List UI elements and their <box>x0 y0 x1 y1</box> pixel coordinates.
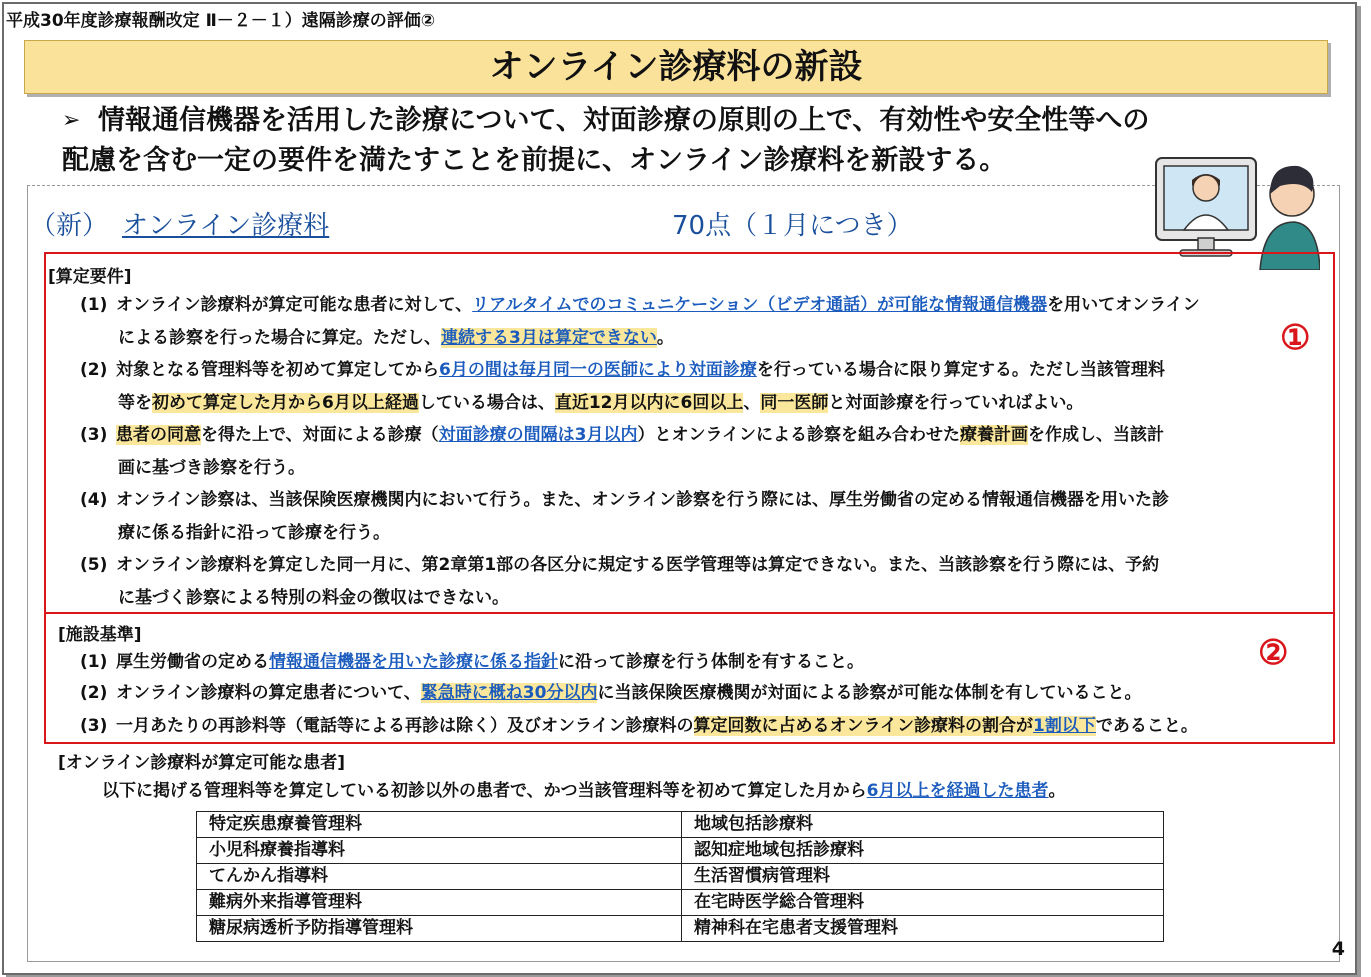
table-cell: 生活習慣病管理料 <box>682 864 1164 890</box>
link-6-months-elapsed[interactable]: 6月以上を経過した患者 <box>866 781 1049 801</box>
table-cell: てんかん指導料 <box>197 864 682 890</box>
arrow-bullet-icon: ➢ <box>62 108 81 133</box>
link-3-month-interval[interactable]: 対面診療の間隔は3月以内 <box>438 425 638 445</box>
requirement-3: (3) 患者の同意を得た上で、対面による診療（対面診療の間隔は3月以内）とオンラインによる診察を組み合わせた療養計画を作成し、当該計 画に基づき診察を行う。 <box>80 425 1164 478</box>
link-consecutive-3-months[interactable]: 連続する3月は算定できない <box>441 328 657 348</box>
page-number: 4 <box>1331 938 1345 960</box>
eligible-fees-table <box>196 811 1164 942</box>
table-row <box>197 916 1164 942</box>
table-cell: 在宅時医学総合管理料 <box>682 890 1164 916</box>
requirement-5: (5) オンライン診療料を算定した同一月に、第2章第1部の各区分に規定する医学管理等は算定できない。また、当該診察を行う際には、予約 に基づく診察による特別の料金の徴収はできない。 <box>80 555 1160 608</box>
new-prefix: （新） <box>30 211 109 241</box>
facility-standard-2: (2) オンライン診療料の算定患者について、緊急時に概ね30分以内に当該保険医療機関が対面による診察が可能な体制を有していること。 <box>80 683 1142 703</box>
table-cell: 糖尿病透析予防指導管理料 <box>197 916 682 942</box>
lead-text <box>62 101 1149 181</box>
requirement-4: (4) オンライン診察は、当該保険医療機関内において行う。また、オンライン診察を行う際には、厚生労働省の定める情報通信機器を用いた診 療に係る指針に沿って診療を行う。 <box>80 490 1169 543</box>
facility-standard-1: (1) 厚生労働省の定める情報通信機器を用いた診療に係る指針に沿って診療を行う体制を有すること。 <box>80 652 864 672</box>
lead-line-1: 情報通信機器を活用した診療について、対面診療の原則の上で、有効性や安全性等への <box>98 105 1150 136</box>
marker-2: ② <box>1258 633 1289 673</box>
requirement-1: (1) オンライン診療料が算定可能な患者に対して、リアルタイムでのコミュニケーション（ビデオ通話）が可能な情報通信機器を用いてオンライン による診察を行った場合に算定。ただし、連続する3月は算定できない。 <box>80 295 1200 348</box>
table-cell: 認知症地域包括診療料 <box>682 838 1164 864</box>
marker-1: ① <box>1280 318 1311 358</box>
facility-standard-3: (3) 一月あたりの再診料等（電話等による再診は除く）及びオンライン診療料の算定回数に占めるオンライン診療料の割合が1割以下であること。 <box>80 716 1198 736</box>
table-cell: 精神科在宅患者支援管理料 <box>682 916 1164 942</box>
table-row <box>197 864 1164 890</box>
fee-subtitle <box>30 205 913 242</box>
table-row <box>197 890 1164 916</box>
fee-name: オンライン診療料 <box>122 211 330 241</box>
link-10-percent[interactable]: 1割以下 <box>1033 716 1096 736</box>
table-cell: 特定疾患療養管理料 <box>197 812 682 838</box>
table-cell: 難病外来指導管理料 <box>197 890 682 916</box>
requirement-2: (2) 対象となる管理料等を初めて算定してから6月の間は毎月同一の医師により対面診療を行っている場合に限り算定する。ただし当該管理料 等を初めて算定した月から6月以上経過している場合は、直近12月以内に6回以上、同一医師と対面診療を行っていればよい。 <box>80 360 1165 413</box>
table-row <box>197 812 1164 838</box>
link-emergency-30-min[interactable]: 緊急時に概ね30分以内 <box>420 683 598 703</box>
eligible-patients-text: 以下に掲げる管理料等を算定している初診以外の患者で、かつ当該管理料等を初めて算定した月から6月以上を経過した患者。 <box>102 781 1066 801</box>
table-row <box>197 838 1164 864</box>
section-heading-eligible-patients: [オンライン診療料が算定可能な患者] <box>58 753 346 773</box>
section-heading-requirements: [算定要件] <box>48 267 132 287</box>
slide-header: 平成30年度診療報酬改定 Ⅱ－２－１）遠隔診療の評価② <box>6 11 436 31</box>
table-cell: 地域包括診療料 <box>682 812 1164 838</box>
link-6-months-same-doctor[interactable]: 6月の間は毎月同一の医師により対面診療 <box>439 360 757 380</box>
lead-line-2: 配慮を含む一定の要件を満たすことを前提に、オンライン診療料を新設する。 <box>62 145 1007 176</box>
fee-points: 70点（１月につき） <box>672 211 913 241</box>
slide-title: オンライン診療料の新設 <box>24 40 1328 94</box>
link-device-guideline[interactable]: 情報通信機器を用いた診療に係る指針 <box>269 652 558 672</box>
link-realtime-device[interactable]: リアルタイムでのコミュニケーション（ビデオ通話）が可能な情報通信機器 <box>472 295 1048 315</box>
table-cell: 小児科療養指導料 <box>197 838 682 864</box>
section-heading-facility: [施設基準] <box>58 625 142 645</box>
